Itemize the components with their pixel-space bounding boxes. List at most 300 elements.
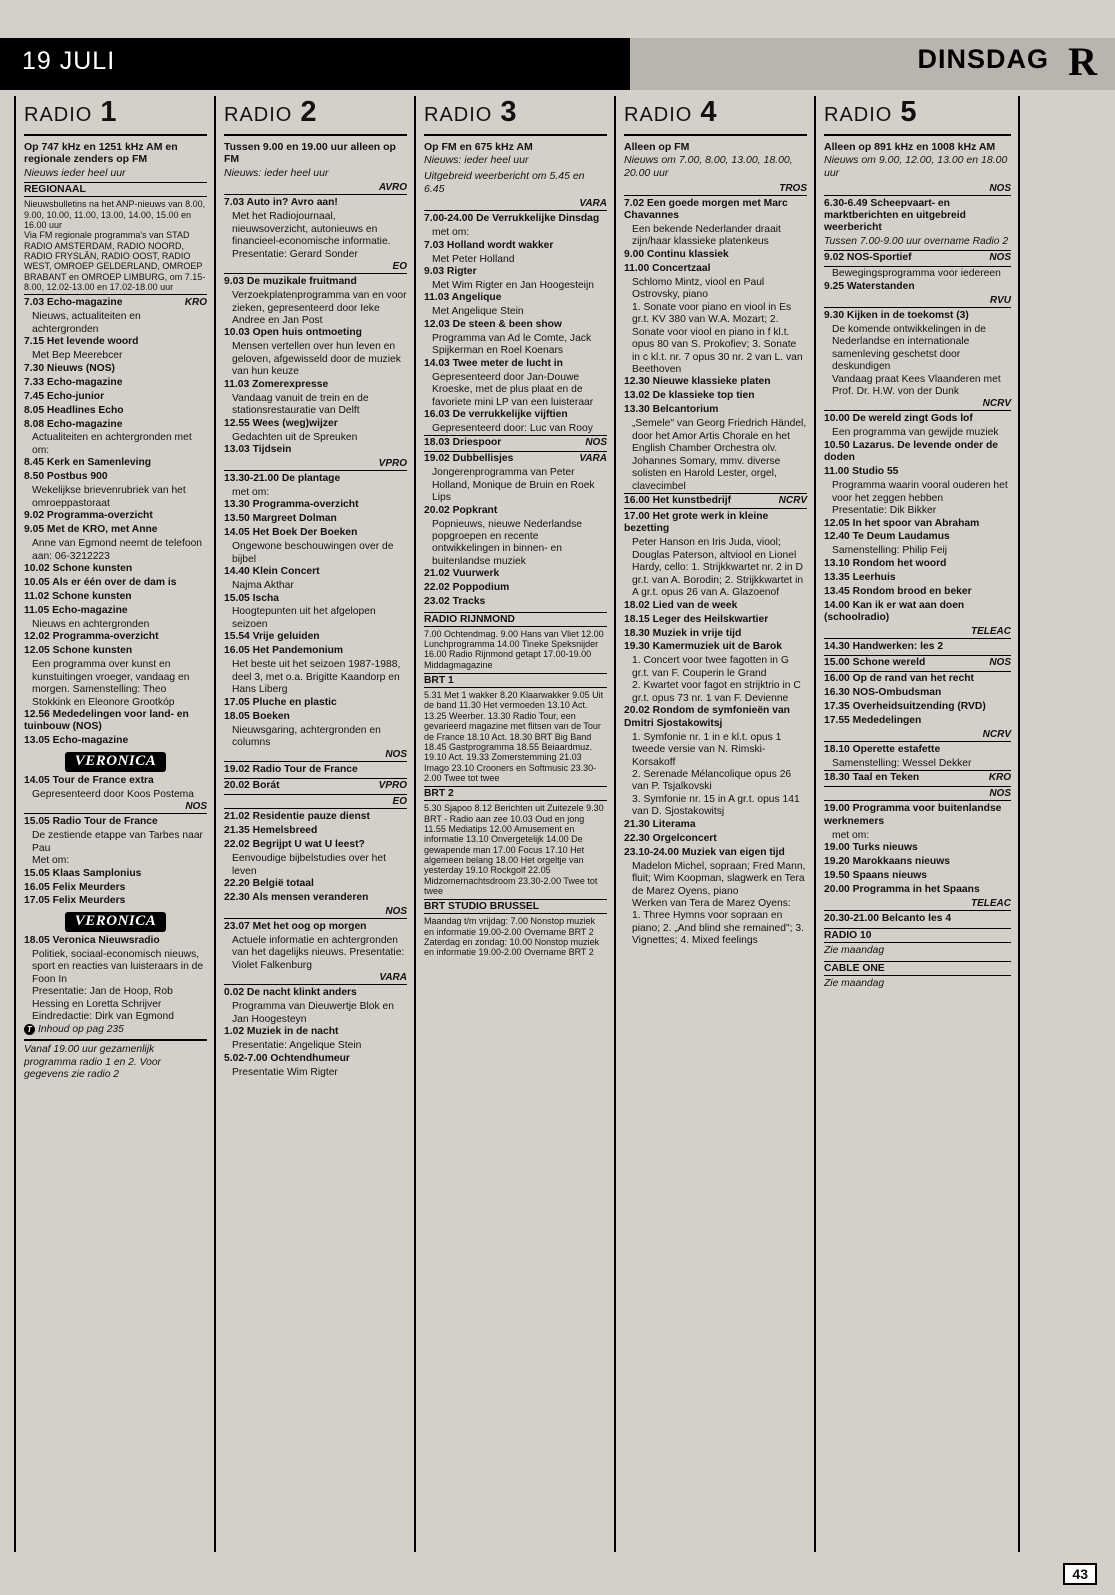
programme-title: Vuurwerk xyxy=(449,568,500,580)
programme-time: 8.08 xyxy=(24,418,45,430)
frequency-info: Op FM en 675 kHz AM xyxy=(424,141,533,153)
programme-entry[interactable] xyxy=(424,213,607,225)
programme-entry[interactable] xyxy=(24,775,207,787)
programme-time: 20.02 xyxy=(424,504,450,516)
programme-title: De muzikale fruitmand xyxy=(244,276,357,288)
programme-entry[interactable] xyxy=(424,266,607,278)
programme-entry[interactable] xyxy=(24,297,207,309)
note-text: Zie maandag xyxy=(824,945,885,957)
programme-title: Ochtendhumeur xyxy=(267,1052,350,1064)
programme-entry[interactable] xyxy=(224,327,407,339)
programme-entry[interactable] xyxy=(24,645,207,657)
programme-time: 18.02 xyxy=(624,599,650,611)
programme-title: Schone kunsten xyxy=(49,563,133,574)
broadcaster-inline-label: VPRO xyxy=(378,780,407,792)
programme-description: met om: xyxy=(832,829,870,841)
programme-entry[interactable] xyxy=(24,631,207,643)
programme-time: 18.05 xyxy=(24,934,50,946)
programme-entry[interactable] xyxy=(824,884,1011,896)
programme-description: Een programma over kunst en kunstuitingen vroeger, vandaag en morgen. Samenstelling: Theo Stokkink en Eleonore Grootkóp xyxy=(32,659,190,708)
programme-entry[interactable] xyxy=(824,655,1011,671)
programme-entry[interactable] xyxy=(24,605,207,617)
programme-entry[interactable] xyxy=(224,764,407,776)
programme-entry[interactable] xyxy=(424,409,607,421)
programme-entry[interactable] xyxy=(224,811,407,823)
programme-title: Borát xyxy=(249,780,280,792)
broadcaster-label: NOS xyxy=(824,183,1011,196)
programme-time: 13.02 xyxy=(624,390,650,402)
programme-entry[interactable] xyxy=(24,735,207,747)
programme-entry[interactable] xyxy=(424,582,607,594)
broadcaster-label: NOS xyxy=(224,749,407,762)
broadcaster-inline-label: KRO xyxy=(184,297,207,309)
programme-time: 10.05 xyxy=(24,576,50,588)
programme-time: 14.30 xyxy=(824,641,850,653)
programme-entry[interactable] xyxy=(24,524,207,536)
programme-entry[interactable] xyxy=(24,591,207,603)
programme-entry[interactable] xyxy=(424,435,607,451)
programme-entry[interactable] xyxy=(824,701,1011,713)
programme-entry[interactable] xyxy=(224,631,407,643)
programme-title: De plantage xyxy=(278,472,341,484)
programme-time: 12.03 xyxy=(424,318,450,330)
programme-entry[interactable] xyxy=(224,473,407,485)
programme-time: 17.35 xyxy=(824,700,850,712)
broadcaster-label: TROS xyxy=(624,183,807,196)
programme-entry[interactable] xyxy=(624,705,807,730)
programme-entry[interactable] xyxy=(424,358,607,370)
programme-time: 11.00 xyxy=(824,466,850,478)
news-schedule: Nieuws om 7.00, 8.00, 13.00, 18.00, 20.00 uur xyxy=(624,154,793,179)
programme-description: Programma van Dieuwertje Blok en Jan Hoogesteyn xyxy=(232,1001,394,1025)
programme-time: 23.07 xyxy=(224,921,250,933)
programme-entry[interactable] xyxy=(224,276,407,288)
programme-entry[interactable] xyxy=(824,586,1011,598)
programme-description: Met Bep Meerebcer xyxy=(32,350,123,362)
programme-title: Kan ik er wat aan doen (schoolradio) xyxy=(824,599,965,624)
programme-title: Continu klassiek xyxy=(644,248,729,260)
programme-time: 12.05 xyxy=(24,645,50,657)
broadcaster-inline-label: NOS xyxy=(989,252,1011,264)
programme-entry[interactable] xyxy=(824,687,1011,699)
radio-columns xyxy=(14,96,1104,1552)
programme-entry[interactable] xyxy=(224,697,407,709)
programme-time: 15.05 xyxy=(224,592,250,604)
page-weekday: DINSDAG xyxy=(917,44,1049,74)
broadcaster-inline-label: NOS xyxy=(989,657,1011,669)
programme-entry[interactable] xyxy=(824,715,1011,727)
programme-title: Poppodium xyxy=(449,582,510,594)
programme-time: 19.30 xyxy=(624,641,650,653)
programme-entry[interactable] xyxy=(24,405,207,417)
programme-time: 9.02 xyxy=(24,510,45,522)
page-date: 19 JULI xyxy=(22,47,116,75)
programme-time: 14.00 xyxy=(824,599,850,611)
programme-entry[interactable] xyxy=(224,499,407,511)
programme-title: Driespoor xyxy=(449,437,502,449)
programme-entry[interactable] xyxy=(824,673,1011,685)
programme-entry[interactable] xyxy=(224,444,407,456)
programme-entry[interactable] xyxy=(824,518,1011,530)
programme-title: Te Deum Laudamus xyxy=(849,531,950,543)
broadcaster-label: EO xyxy=(224,261,407,274)
column-header-1 xyxy=(24,96,207,136)
programme-title: De verrukkelijke vijftien xyxy=(449,408,568,420)
programme-entry[interactable] xyxy=(224,1026,407,1038)
broadcaster-label: NOS xyxy=(824,788,1011,801)
programme-title: Het kunstbedrijf xyxy=(649,494,732,506)
programme-entry[interactable] xyxy=(624,833,807,845)
programme-entry[interactable] xyxy=(824,310,1011,322)
programme-description: Peter Hanson en Iris Juda, viool; Douglas Paterson, altviool en Lionel Hardy, cello: 1. Strijkkwartet nr. 2 in D gr.t. van A. Borodin; 2. Strijkkwartet in A gr.t. opus 26 van A. Glazoenof xyxy=(632,537,804,599)
programme-time: 19.00 xyxy=(824,842,850,854)
programme-title: Met het oog op morgen xyxy=(249,921,367,933)
programme-entry[interactable] xyxy=(624,376,807,388)
column-number: 1 xyxy=(100,96,117,128)
programme-entry[interactable] xyxy=(24,895,207,907)
page-reference-text: Inhoud op pag 235 xyxy=(38,1023,124,1035)
programme-entry[interactable] xyxy=(424,240,607,252)
programme-description: Verzoekplatenprogramma van en voor zieken, gepresenteerd door Ieke Andree en Jan Post xyxy=(232,290,407,326)
info-dot-icon: T xyxy=(24,1024,35,1035)
programme-description: Actualiteiten en achtergronden met om: xyxy=(32,432,192,456)
programme-title: Het levende woord xyxy=(44,336,139,348)
programme-entry[interactable] xyxy=(224,921,407,933)
programme-title: Lazarus. De levende onder de doden xyxy=(824,439,998,464)
programme-entry[interactable] xyxy=(624,390,807,402)
programme-entry[interactable] xyxy=(824,803,1011,828)
programme-entry[interactable] xyxy=(424,453,607,465)
programme-title: Rondom het woord xyxy=(849,557,947,569)
programme-entry[interactable] xyxy=(24,510,207,522)
programme-entry[interactable] xyxy=(824,572,1011,584)
programme-time: 18.30 xyxy=(824,772,850,784)
programme-entry[interactable] xyxy=(824,842,1011,854)
column-header-5 xyxy=(824,96,1011,136)
programme-time: 20.00 xyxy=(824,883,850,895)
programme-entry[interactable] xyxy=(424,505,607,517)
column-number: 2 xyxy=(300,96,317,128)
programme-entry[interactable] xyxy=(624,263,807,275)
programme-entry[interactable] xyxy=(624,628,807,640)
programme-entry[interactable] xyxy=(224,825,407,837)
programme-title: Wees (weg)wijzer xyxy=(249,417,338,429)
programme-entry[interactable] xyxy=(824,600,1011,625)
programme-description: Schlomo Mintz, viool en Paul Ostrovsky, piano xyxy=(632,276,765,301)
programme-time: 19.00 xyxy=(824,803,850,815)
programme-entry[interactable] xyxy=(224,892,407,904)
programme-title: Muziek van eigen tijd xyxy=(678,846,785,858)
programme-entry[interactable] xyxy=(624,511,807,536)
programme-description: Gepresenteerd door: Luc van Rooy xyxy=(432,422,593,434)
page-reference-note xyxy=(24,1024,207,1037)
programme-time: 13.30-21.00 xyxy=(224,472,279,484)
programme-title: Marokkaans nieuws xyxy=(849,856,950,868)
programme-title: Schone wereld xyxy=(849,657,926,669)
section-heading: BRT 1 xyxy=(424,673,607,688)
programme-entry[interactable] xyxy=(24,336,207,348)
programme-time: 19.02 xyxy=(224,764,250,776)
programme-time: 10.50 xyxy=(824,439,850,451)
programme-entry[interactable] xyxy=(624,614,807,626)
section-heading: RADIO 10 xyxy=(824,928,1011,943)
programme-time: 19.02 xyxy=(424,453,450,465)
programme-time: 13.05 xyxy=(24,735,50,747)
programme-description: Wekelijkse brievenrubriek van het omroeppastoraat xyxy=(32,485,186,509)
programme-time: 7.30 xyxy=(24,362,45,374)
programme-time: 7.45 xyxy=(24,390,45,402)
programme-entry[interactable] xyxy=(624,493,807,509)
programme-title: Met de KRO, met Anne xyxy=(44,524,158,536)
programme-title: Orgelconcert xyxy=(649,832,717,844)
programme-description: Samenstelling: Philip Feij xyxy=(832,545,948,557)
programme-time: 9.03 xyxy=(424,265,445,277)
programme-time: 15.54 xyxy=(224,631,250,643)
programme-title: Programma voor buitenlandse werknemers xyxy=(824,803,1002,827)
programme-entry[interactable] xyxy=(624,600,807,612)
programme-entry[interactable] xyxy=(624,249,807,261)
programme-title: Rondom brood en beker xyxy=(849,585,972,597)
programme-entry[interactable] xyxy=(824,466,1011,478)
programme-entry[interactable] xyxy=(24,471,207,483)
programme-entry[interactable] xyxy=(424,292,607,304)
programme-entry[interactable] xyxy=(24,709,207,734)
programme-entry[interactable] xyxy=(224,379,407,391)
programme-entry[interactable] xyxy=(224,593,407,605)
broadcaster-label: NOS xyxy=(24,801,207,814)
programme-entry[interactable] xyxy=(24,577,207,589)
programme-entry[interactable] xyxy=(224,987,407,999)
programme-description: Samenstelling: Wessel Dekker xyxy=(832,757,972,769)
programme-time: 13.30 xyxy=(224,499,250,511)
programme-title: Programma-overzicht xyxy=(49,631,159,643)
programme-entry[interactable] xyxy=(224,711,407,723)
programme-entry[interactable] xyxy=(824,641,1011,653)
programme-title: Spaans nieuws xyxy=(849,870,928,881)
programme-entry[interactable] xyxy=(24,882,207,894)
programme-time: 19.50 xyxy=(824,870,850,881)
column-number: 4 xyxy=(700,96,717,128)
programme-title: Mededelingen xyxy=(849,714,922,726)
programme-description: Met Wim Rigter en Jan Hoogesteijn xyxy=(432,279,594,291)
programme-title: Angelique xyxy=(449,292,502,304)
programme-title: Muziek in vrije tijd xyxy=(649,627,742,639)
programme-time: 7.15 xyxy=(24,336,45,348)
programme-time: 11.05 xyxy=(24,604,50,616)
programme-entry[interactable] xyxy=(224,778,407,794)
veronica-logo xyxy=(24,912,207,932)
programme-description: De komende ontwikkelingen in de Nederlandse en internationale samenleving geschetst door deskundigen xyxy=(832,323,986,373)
column-title: RADIO xyxy=(824,104,893,126)
broadcaster-label: VPRO xyxy=(224,458,407,471)
programme-entry[interactable] xyxy=(424,568,607,580)
programme-entry[interactable] xyxy=(824,250,1011,266)
programme-title: Twee meter de lucht in xyxy=(449,357,563,369)
programme-time: 10.03 xyxy=(224,327,250,339)
programme-title: Muziek in de nacht xyxy=(244,1026,339,1038)
column-footnote: Vanaf 19.00 uur gezamenlijk programma radio 1 en 2. Voor gegevens zie radio 2 xyxy=(24,1039,207,1081)
programme-entry[interactable] xyxy=(24,363,207,375)
broadcaster-inline-label: NOS xyxy=(585,437,607,449)
programme-title: Pluche en plastic xyxy=(249,696,337,708)
programme-title: Echo-magazine xyxy=(44,376,123,388)
programme-entry[interactable] xyxy=(224,1053,407,1065)
veronica-logo xyxy=(24,752,207,772)
programme-title: Programma in het Spaans xyxy=(849,883,980,895)
programme-time: 18.05 xyxy=(224,710,250,722)
broadcaster-label: RVU xyxy=(824,295,1011,308)
programme-entry[interactable] xyxy=(824,440,1011,465)
programme-entry[interactable] xyxy=(824,413,1011,425)
programme-description: Gepresenteerd door Koos Postema xyxy=(32,788,194,800)
programme-title: Het Pandemonium xyxy=(249,645,344,657)
programme-entry[interactable] xyxy=(424,319,607,331)
programme-title: Boeken xyxy=(249,710,290,722)
programme-title: Het grote werk in kleine bezetting xyxy=(624,510,769,535)
programme-title: Rondom de symfonieën van Dmitri Sjostakowitsj xyxy=(624,705,790,729)
programme-time: 22.02 xyxy=(224,839,250,851)
programme-title: Headlines Echo xyxy=(44,404,124,416)
programme-time: 11.03 xyxy=(424,292,450,304)
programme-entry[interactable] xyxy=(24,391,207,403)
note-text: Tussen 7.00-9.00 uur overname Radio 2 xyxy=(824,236,1009,248)
programme-entry[interactable] xyxy=(224,513,407,525)
news-schedule: Nieuws om 9.00, 12.00, 13.00 en 18.00 uur xyxy=(824,154,1008,179)
programme-time: 17.55 xyxy=(824,714,850,726)
programme-entry[interactable] xyxy=(224,566,407,578)
programme-description: Nieuws, actualiteiten en achtergronden xyxy=(32,311,141,335)
programme-entry[interactable] xyxy=(624,641,807,653)
programme-title: Open huis ontmoeting xyxy=(249,327,362,339)
programme-entry[interactable] xyxy=(824,913,1011,925)
programme-entry[interactable] xyxy=(824,198,1011,235)
programme-entry[interactable] xyxy=(224,418,407,430)
programme-description: Werken van Tera de Marez Oyens: xyxy=(632,898,791,910)
programme-entry[interactable] xyxy=(624,847,807,859)
programme-title: Schone kunsten xyxy=(49,645,133,657)
programme-title: Nieuwe klassieke platen xyxy=(649,376,771,388)
programme-description: Hoogtepunten uit het afgelopen seizoen xyxy=(232,606,376,630)
programme-description: Vandaag vanuit de trein en de stationsrestauratie van Delft xyxy=(232,392,369,417)
programme-entry[interactable] xyxy=(224,645,407,657)
programme-time: 7.02 xyxy=(624,197,645,209)
programme-entry[interactable] xyxy=(624,819,807,831)
programme-title: Dubbellisjes xyxy=(449,453,514,465)
note-text: Zie maandag xyxy=(824,977,885,989)
programme-description: Anne van Egmond neemt de telefoon aan: 06-3212223 xyxy=(32,538,203,562)
fine-print-listing: 5.31 Met 1 wakker 8.20 Klaarwakker 9.05 Uit de band 11.30 Het vermoeden 13.10 Act. 13.25 Weerber. 13.30 Radio Tour, een gevarieerd magazine met flitsen van de Tour de France 18.10 Act. 18.30 BRT Big Band 18.45 Gastprogramma 18.55 Beiaardmuz. 19.10 Act. 19.33 Zomerstemming 21.03 Imago 23.10 Crooners en Softmusic 23.30-2.00 Twee tot twee xyxy=(424,690,604,783)
programme-entry[interactable] xyxy=(824,870,1011,882)
programme-title: Lied van de week xyxy=(649,599,738,611)
programme-entry[interactable] xyxy=(24,457,207,469)
programme-description: 1. Symfonie nr. 1 in e kl.t. opus 1 tweede versie van N. Rimski-Korsakoff xyxy=(632,731,782,768)
programme-entry[interactable] xyxy=(24,935,207,947)
programme-description: Presentatie Wim Rigter xyxy=(232,1066,338,1078)
programme-title: Mededelingen voor land- en tuinbouw (NOS) xyxy=(24,708,189,733)
programme-entry[interactable] xyxy=(224,527,407,539)
programme-entry[interactable] xyxy=(24,816,207,828)
programme-title: België totaal xyxy=(249,878,314,890)
programme-entry[interactable] xyxy=(824,281,1011,293)
column-title: RADIO xyxy=(424,104,493,126)
programme-entry[interactable] xyxy=(824,744,1011,756)
programme-description: Madelon Michel, sopraan; Fred Mann, fluit; Wim Koopman, slagwerk en Tera de Marez Oyens, piano xyxy=(632,860,806,897)
programme-time: 16.03 xyxy=(424,408,450,420)
programme-entry[interactable] xyxy=(24,868,207,880)
programme-description: Een programma van gewijde muziek xyxy=(832,427,999,439)
programme-time: 8.45 xyxy=(24,457,45,469)
radio-column-5 xyxy=(814,96,1020,1552)
programme-entry[interactable] xyxy=(824,558,1011,570)
programme-time: 6.30-6.49 xyxy=(824,197,868,209)
programme-time: 9.02 xyxy=(824,252,845,264)
programme-description: Met het Radiojournaal, nieuwsoverzicht, autonieuws en financieel-economische informatie. Presentatie: Gerard Sonder xyxy=(232,211,391,260)
programme-title: Radio Tour de France xyxy=(249,764,358,776)
programme-time: 9.03 xyxy=(224,276,245,288)
section-heading: BRT STUDIO BRUSSEL xyxy=(424,899,607,914)
news-schedule: Nieuws: ieder heel uur xyxy=(224,166,329,179)
programme-description: Het beste uit het seizoen 1987-1988, deel 3, met o.a. Brigitte Kaandorp en Hans Liberg xyxy=(232,659,401,696)
programme-title: Kamermuziek uit de Barok xyxy=(649,641,782,653)
news-schedule: Nieuws: ieder heel uur xyxy=(424,154,529,167)
programme-description: 1. Concert voor twee fagotten in G gr.t. van F. Couperin le Grand xyxy=(632,655,789,679)
programme-time: 7.03 xyxy=(24,297,45,309)
radio-column-1 xyxy=(14,96,214,1552)
divider xyxy=(24,294,207,295)
programme-description: Eenvoudige bijbelstudies over het leven xyxy=(232,853,386,877)
broadcaster-label: TELEAC xyxy=(824,898,1011,911)
programme-title: Nieuws (NOS) xyxy=(44,362,115,374)
broadcaster-label: VARA xyxy=(424,198,607,211)
programme-entry[interactable] xyxy=(224,878,407,890)
programme-entry[interactable] xyxy=(24,563,207,575)
programme-entry[interactable] xyxy=(824,856,1011,868)
programme-time: 22.30 xyxy=(224,892,250,904)
programme-title: Vrije geluiden xyxy=(249,631,320,643)
programme-entry[interactable] xyxy=(824,770,1011,786)
programme-time: 13.50 xyxy=(224,513,250,525)
programme-time: 13.45 xyxy=(824,585,850,597)
programme-time: 13.10 xyxy=(824,557,850,569)
programme-entry[interactable] xyxy=(224,197,407,209)
programme-time: 11.02 xyxy=(24,590,50,602)
programme-time: 17.05 xyxy=(24,895,50,907)
programme-entry[interactable] xyxy=(824,531,1011,543)
programme-title: In het spoor van Abraham xyxy=(849,517,980,529)
programme-title: Klein Concert xyxy=(249,566,320,578)
magazine-logo: R xyxy=(1068,39,1097,84)
programme-time: 16.05 xyxy=(24,881,50,893)
programme-entry[interactable] xyxy=(24,419,207,431)
programme-time: 15.05 xyxy=(24,867,50,879)
programme-time: 10.02 xyxy=(24,563,50,574)
column-header-4 xyxy=(624,96,807,136)
fine-print-listing: Zaterdag en zondag: 10.00 Nonstop muziek en informatie 19.00-2.00 Overname BRT 2 xyxy=(424,937,600,958)
programme-time: 7.00-24.00 xyxy=(424,213,474,225)
frequency-info: Op 747 kHz en 1251 kHz AM en regionale zenders op FM xyxy=(24,141,178,166)
programme-entry[interactable] xyxy=(624,404,807,416)
programme-entry[interactable] xyxy=(624,198,807,223)
programme-title: Echo-junior xyxy=(44,390,105,402)
programme-time: 9.05 xyxy=(24,524,45,536)
programme-entry[interactable] xyxy=(24,377,207,389)
programme-entry[interactable] xyxy=(224,839,407,851)
programme-title: NOS-Ombudsman xyxy=(849,687,942,699)
programme-entry[interactable] xyxy=(424,596,607,608)
programme-title: Overheidsuitzending (RVD) xyxy=(849,700,986,712)
programme-time: 12.56 xyxy=(24,708,50,720)
programme-description: Gedachten uit de Spreuken xyxy=(232,431,358,443)
